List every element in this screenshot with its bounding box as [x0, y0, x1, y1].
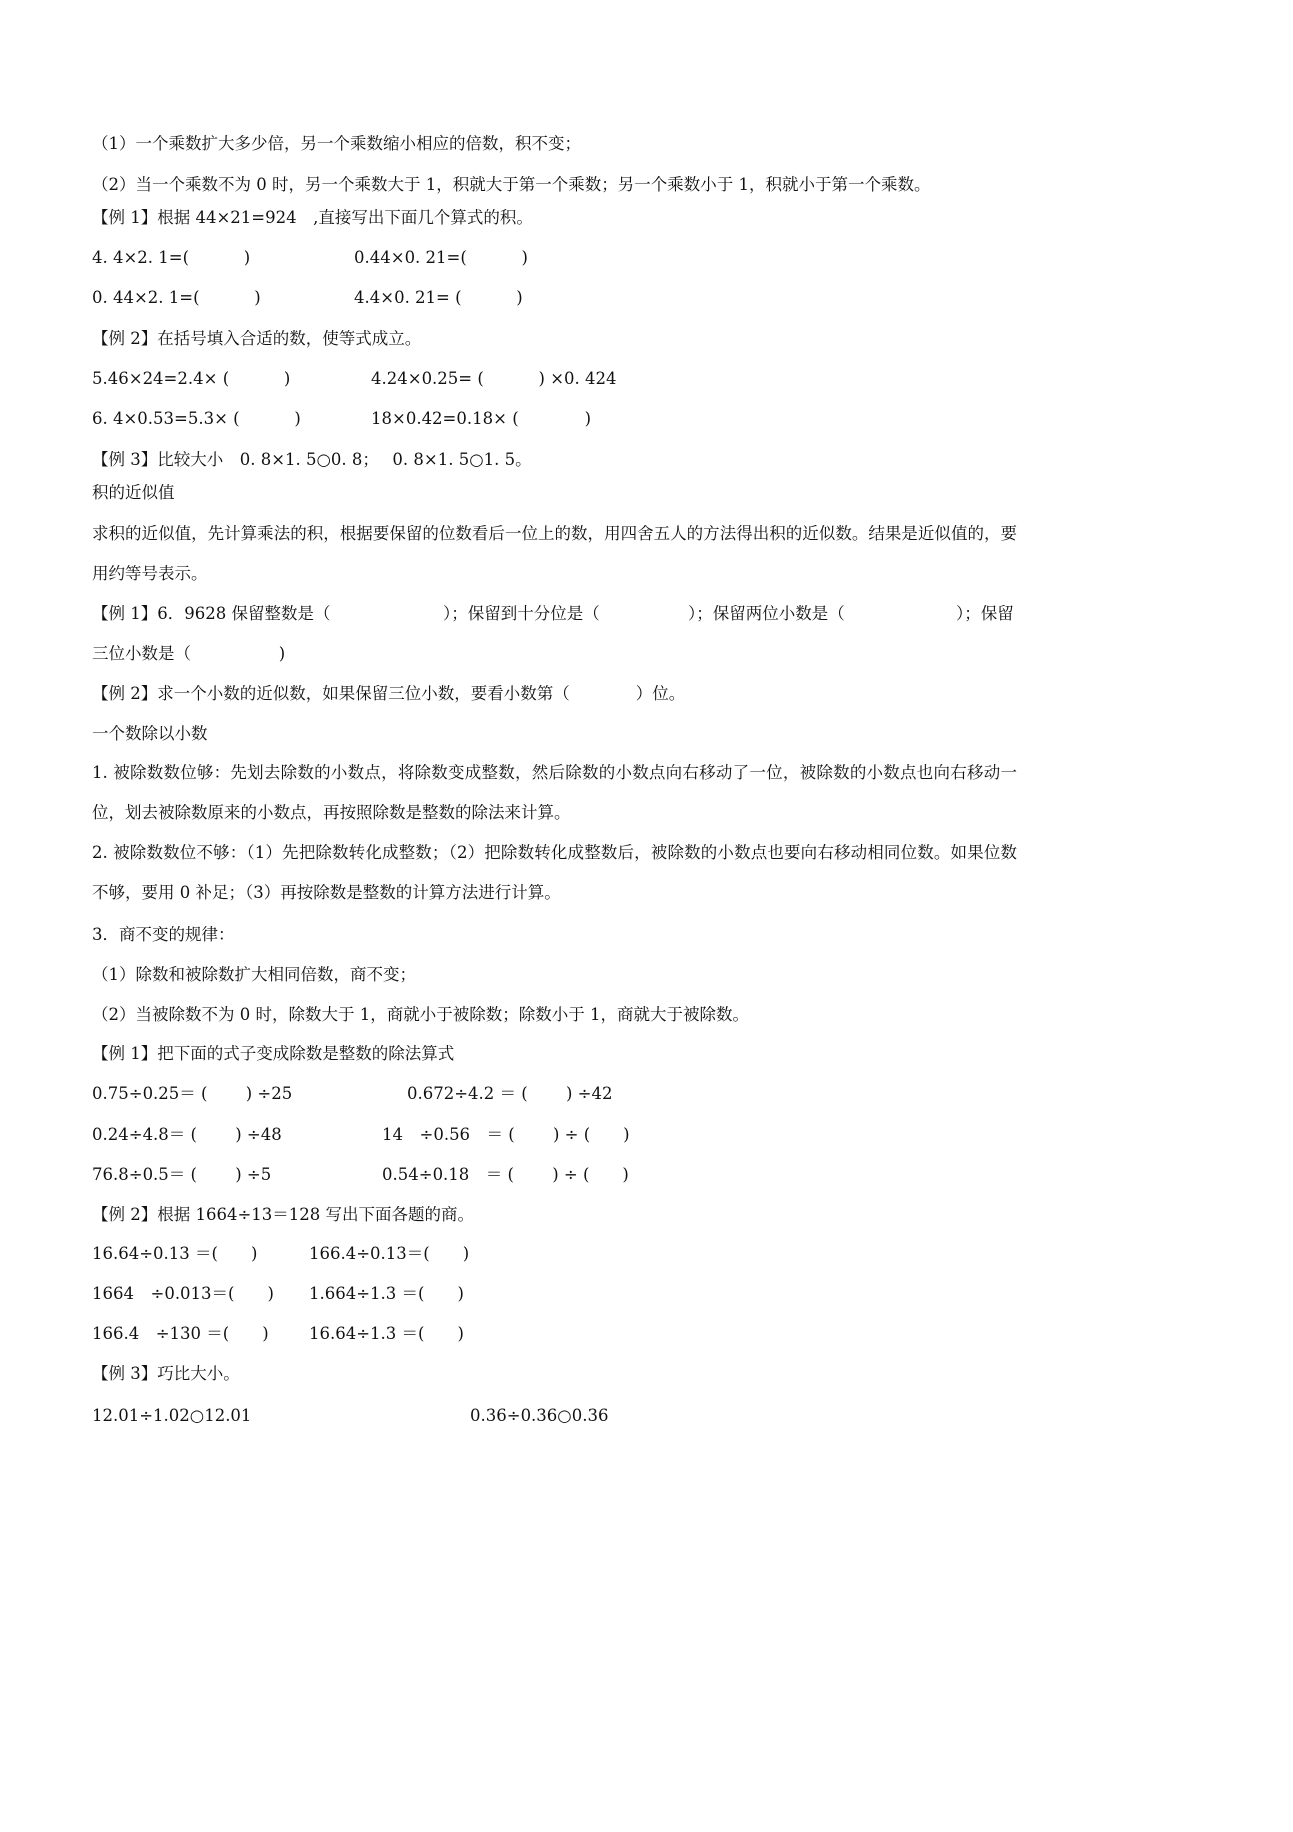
- exercise-item: 16.64÷1.3 ＝( ): [309, 1324, 464, 1343]
- exercise-item: 【例 1】6．9628 保留整数是（: [92, 604, 331, 623]
- text-line: 三位小数是（ ): [92, 644, 286, 663]
- section-heading: 一个数除以小数: [92, 724, 208, 743]
- exercise-item: 0.24÷4.8＝ ( ) ÷48: [92, 1125, 282, 1144]
- text-line: 3．商不变的规律：: [92, 925, 235, 944]
- example-heading: 【例 3】比较大小 0. 8×1. 5○0. 8； 0. 8×1. 5○1. 5。: [92, 450, 532, 469]
- exercise-item: 16.64÷0.13 ＝( ): [92, 1244, 258, 1263]
- exercise-item: 14 ÷0.56 ＝ ( ) ÷ ( ): [382, 1125, 630, 1144]
- exercise-item: ）；保留两位小数是（: [688, 604, 845, 623]
- exercise-item: ）；保留到十分位是（: [443, 604, 600, 623]
- example-heading: 【例 3】巧比大小。: [92, 1364, 240, 1383]
- example-heading: 【例 2】求一个小数的近似数，如果保留三位小数，要看小数第（ ）位。: [92, 684, 686, 703]
- exercise-item: 5.46×24=2.4× ( ): [92, 369, 291, 388]
- text-line: （2）当一个乘数不为 0 时，另一个乘数大于 1，积就大于第一个乘数；另一个乘数小于 1，积就小于第一个乘数。: [92, 175, 931, 194]
- exercise-item: 12.01÷1.02○12.01: [92, 1406, 252, 1425]
- example-heading: 【例 2】根据 1664÷13＝128 写出下面各题的商。: [92, 1205, 475, 1224]
- exercise-item: 1.664÷1.3 ＝( ): [309, 1284, 464, 1303]
- exercise-item: 0. 44×2. 1=( ): [92, 288, 261, 307]
- paragraph: 1. 被除数数位够：先划去除数的小数点，将除数变成整数，然后除数的小数点向右移动了一位，被除数的小数点也向右移动一位，划去被除数原来的小数点，再按照除数是整数的除法来计算。: [92, 763, 1017, 822]
- exercise-item: 4.24×0.25= ( ) ×0. 424: [371, 369, 617, 388]
- exercise-item: 76.8÷0.5＝ ( ) ÷5: [92, 1165, 272, 1184]
- exercise-item: 0.672÷4.2 ＝ ( ) ÷42: [407, 1084, 613, 1103]
- exercise-item: 0.75÷0.25＝ ( ) ÷25: [92, 1084, 293, 1103]
- text-line: （1）除数和被除数扩大相同倍数，商不变；: [92, 965, 416, 984]
- exercise-item: 4.4×0. 21= ( ): [354, 288, 523, 307]
- paragraph: 求积的近似值，先计算乘法的积，根据要保留的位数看后一位上的数，用四舍五人的方法得出积的近似数。结果是近似值的，要用约等号表示。: [92, 524, 1017, 583]
- section-heading: 积的近似值: [92, 483, 175, 502]
- paragraph: 2. 被除数数位不够：（1）先把除数转化成整数；（2）把除数转化成整数后，被除数的小数点也要向右移动相同位数。如果位数不够，要用 0 补足；（3）再按除数是整数的计算方法进行计算。: [92, 843, 1017, 902]
- exercise-item: 166.4÷0.13＝( ): [309, 1244, 470, 1263]
- exercise-item: 0.36÷0.36○0.36: [470, 1406, 609, 1425]
- exercise-item: 0.44×0. 21=( ): [354, 248, 528, 267]
- exercise-item: 18×0.42=0.18× ( ): [371, 409, 592, 428]
- example-heading: 【例 1】根据 44×21=924 ,直接写出下面几个算式的积。: [92, 208, 533, 227]
- exercise-item: 0.54÷0.18 ＝ ( ) ÷ ( ): [382, 1165, 629, 1184]
- exercise-item: ）；保留: [956, 604, 1014, 623]
- example-heading: 【例 2】在括号填入合适的数，使等式成立。: [92, 329, 422, 348]
- example-heading: 【例 1】把下面的式子变成除数是整数的除法算式: [92, 1044, 455, 1063]
- exercise-item: 1664 ÷0.013＝( ): [92, 1284, 274, 1303]
- exercise-item: 166.4 ÷130 ＝( ): [92, 1324, 269, 1343]
- exercise-item: 6. 4×0.53=5.3× ( ): [92, 409, 301, 428]
- text-line: （1）一个乘数扩大多少倍，另一个乘数缩小相应的倍数，积不变；: [92, 134, 581, 153]
- text-line: （2）当被除数不为 0 时，除数大于 1，商就小于被除数；除数小于 1，商就大于被除数。: [92, 1005, 749, 1024]
- exercise-item: 4. 4×2. 1=( ): [92, 248, 251, 267]
